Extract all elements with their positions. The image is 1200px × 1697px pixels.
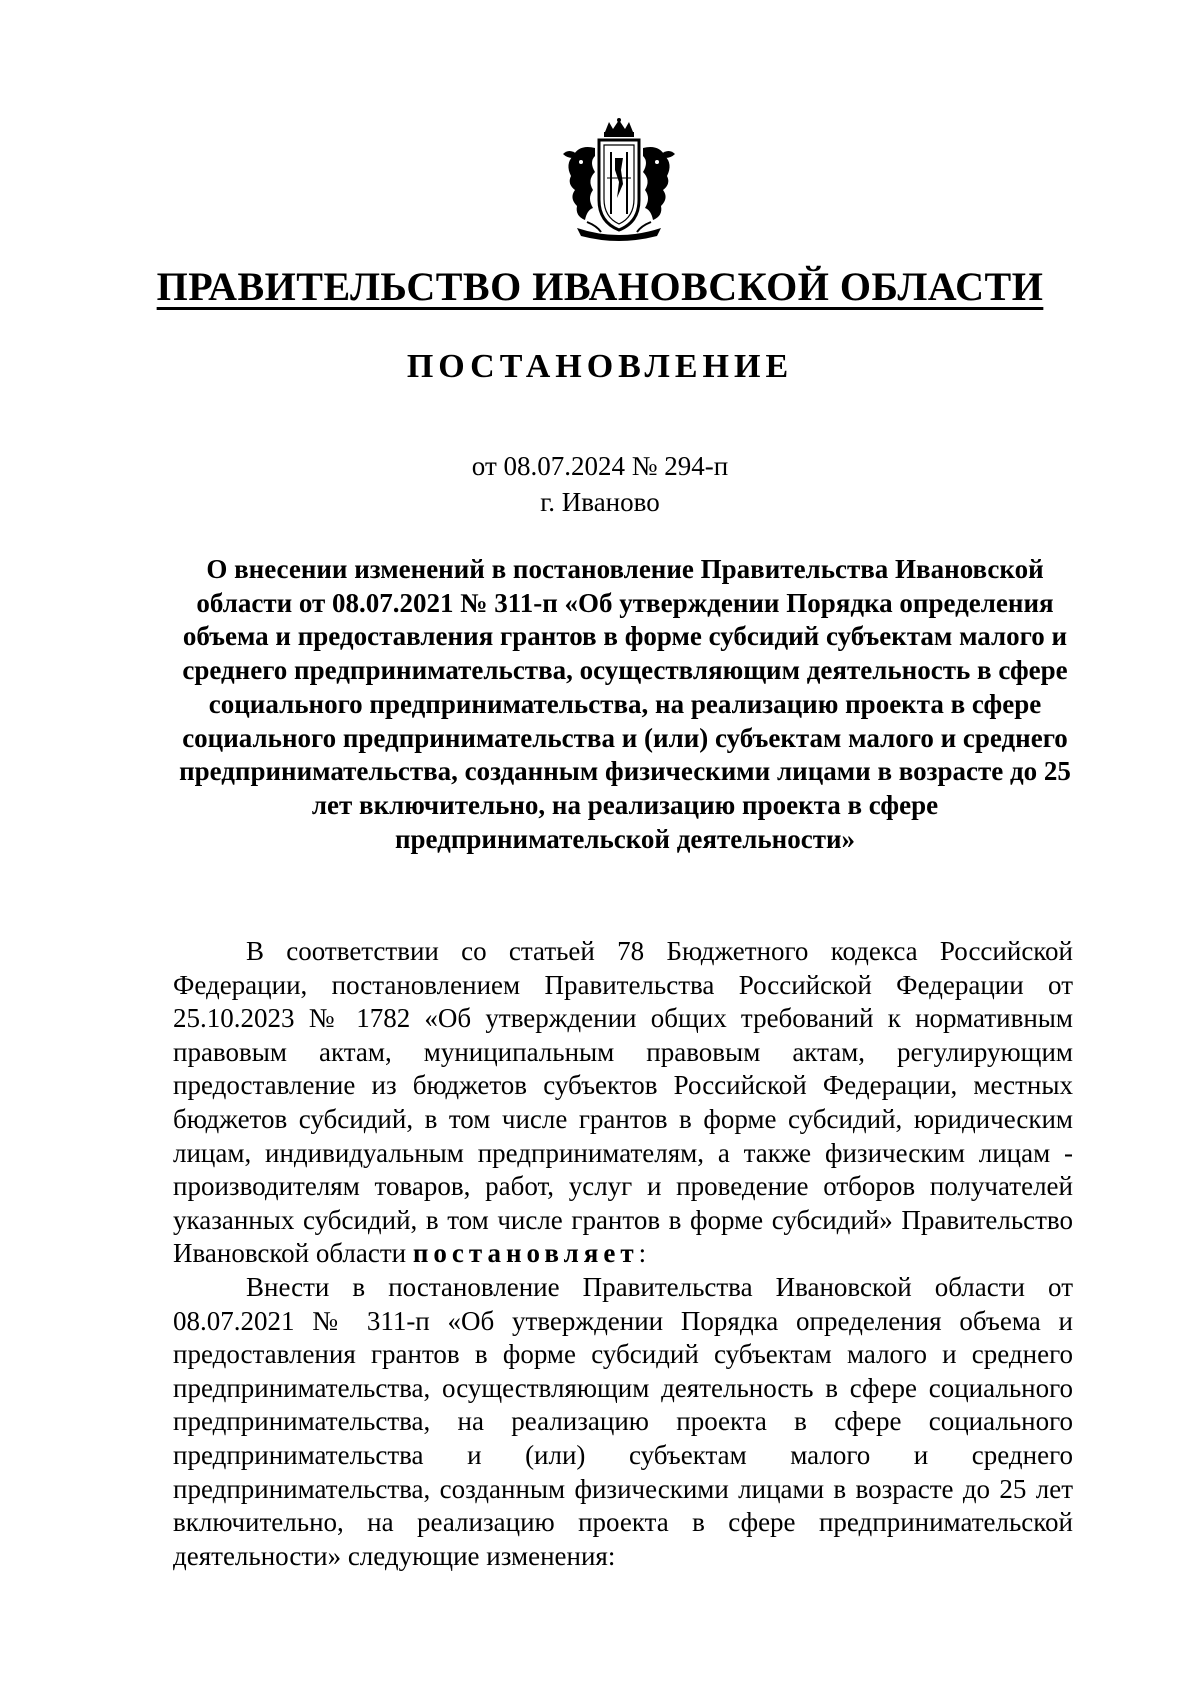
- document-meta: [0, 448, 1200, 520]
- document-type: ПОСТАНОВЛЕНИЕ: [406, 348, 794, 385]
- decree-colon: :: [638, 1238, 647, 1269]
- organization-name-text: ПРАВИТЕЛЬСТВО ИВАНОВСКОЙ ОБЛАСТИ: [156, 264, 1044, 309]
- document-city: г. Иваново: [540, 487, 660, 517]
- body-paragraph-amendment: Внести в постановление Правительства Ивановской области от 08.07.2021 № 311-п «Об утверждении Порядка определения объема и предоставления грантов в форме субсидий субъектам малого и среднего предпринимательства, осуществляющим деятельность в сфере социального предпринимательства, на реализацию проекта в сфере социального предпринимательства и (или) субъектам малого и среднего предпринимательства, созданным физическими лицами в возрасте до 25 лет включительно, на реализацию проекта в сфере предпринимательской деятельности» следующие изменения:: [173, 1271, 1073, 1571]
- preamble-text: В соответствии со статьей 78 Бюджетного кодекса Российской Федерации, постановлением Правительства Российской Федерации от 25.10.2023 № 1782 «Об утверждении общих требований к нормативным правовым актам, муниципальным правовым актам, регулирующим предоставление из бюджетов субъектов Российской Федерации, местных бюджетов субсидий, в том числе грантов в форме субсидий, юридическим лицам, индивидуальным предпринимателям, а также физическим лицам - производителям товаров, работ, услуг и проведение отборов получателей указанных субсидий, в том числе грантов в форме субсидий» Правительство Ивановской области: [173, 936, 1073, 1269]
- body-paragraph-preamble: [173, 935, 1073, 1271]
- organization-name: [0, 262, 1200, 312]
- coat-of-arms-emblem-icon: [557, 118, 681, 246]
- document-title: О внесении изменений в постановление Правительства Ивановской области от 08.07.2021 № 311-п «Об утверждении Порядка определения объема и предоставления грантов в форме субсидий субъектам малого и среднего предпринимательства, осуществляющим деятельность в сфере социального предпринимательства, на реализацию проекта в сфере социального предпринимательства и (или) субъектам малого и среднего предпринимательства, созданным физическими лицами в возрасте до 25 лет включительно, на реализацию проекта в сфере предпринимательской деятельности»: [179, 554, 1071, 854]
- decree-word: постановляет: [412, 1238, 639, 1269]
- document-date-number: от 08.07.2024 № 294-п: [471, 451, 729, 481]
- document-body: [173, 935, 1073, 1573]
